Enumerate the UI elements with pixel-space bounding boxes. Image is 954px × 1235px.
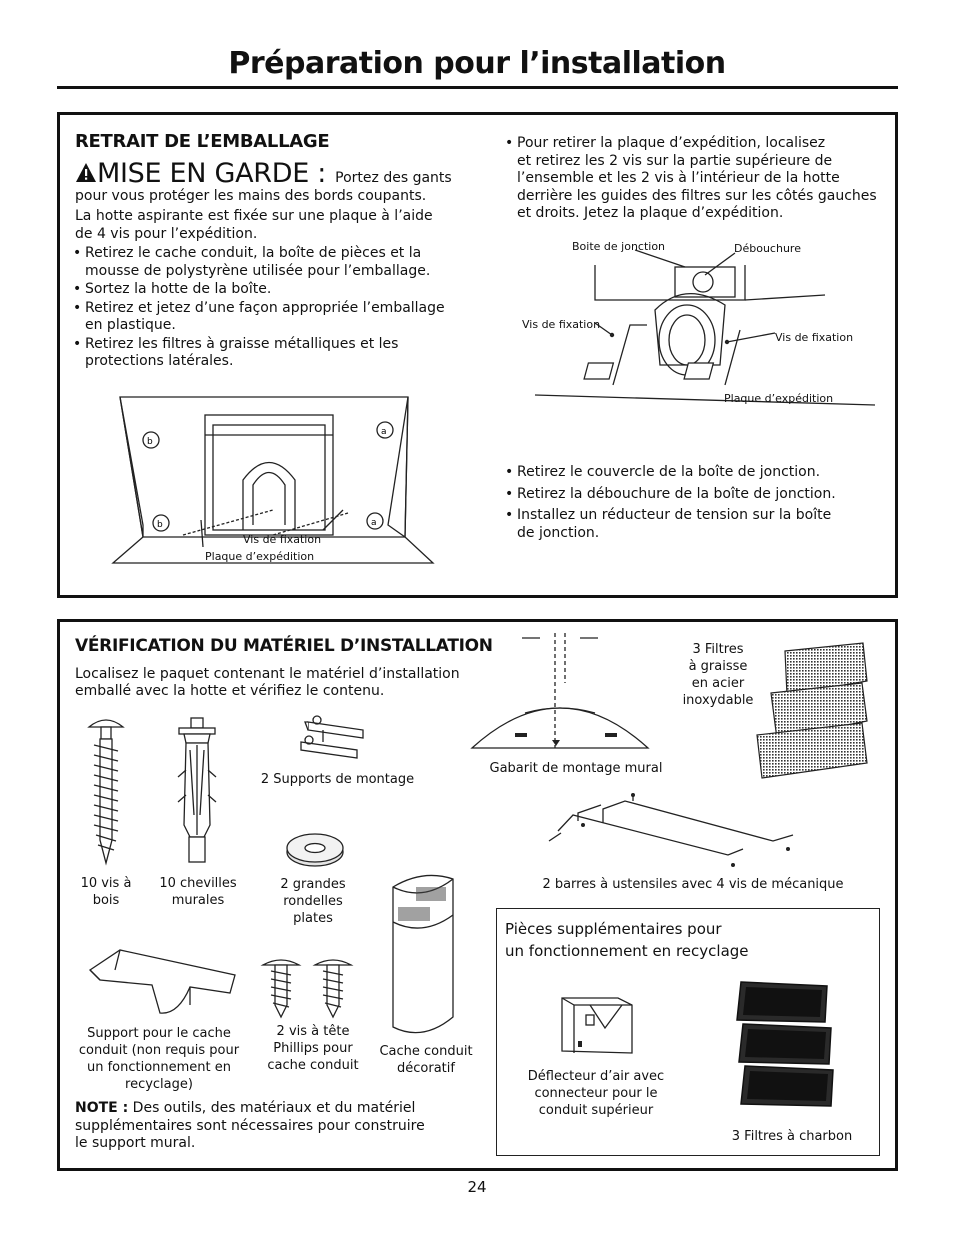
page-number: 24	[467, 1178, 487, 1196]
recirculation-title: Pièces supplémentaires pour un fonctionnement en recyclage	[505, 920, 749, 960]
unpacking-heading: RETRAIT DE L’EMBALLAGE	[75, 131, 330, 152]
label-fixing-screws: Vis de fixation	[243, 533, 322, 546]
air-deflector-illustration	[560, 993, 640, 1055]
note-line-1: Des outils, des matériaux et du matériel	[132, 1100, 416, 1116]
charcoal-filter-3	[741, 1066, 833, 1106]
label-screw-right: Vis de fixation	[775, 331, 854, 344]
shipping-plate-instructions	[505, 135, 890, 224]
hardware-note	[75, 1100, 495, 1153]
label-mounting-brackets: 2 Supports de montage	[260, 772, 415, 787]
label-junction-box: Boite de jonction	[572, 240, 666, 253]
grease-filter-3	[757, 723, 867, 778]
warning-triangle-icon	[75, 162, 97, 188]
charcoal-filter-1	[737, 982, 827, 1022]
mounting-brackets-illustration	[293, 712, 373, 767]
duct-support-illustration	[80, 945, 240, 1025]
step-remove-knockout: • Retirez la débouchure de la boîte de jonction.	[505, 486, 890, 504]
label-wood-screws: 10 vis à bois	[80, 876, 132, 908]
grease-filters-illustration	[757, 643, 872, 778]
charcoal-filters-illustration	[735, 980, 835, 1110]
title-divider	[57, 86, 898, 89]
step-remove-shipping-plate: • Pour retirer la plaque d’expédition, localisez et retirez les 2 vis sur la partie supérieure de l’ensemble et les 2 vis à l’intérieur de la hotte derrière les guides des filtres sur les côtés gauches et droits. Jetez la plaque d’expédition.	[505, 135, 890, 223]
svg-text:a: a	[371, 518, 377, 528]
label-air-deflector: Déflecteur d’air avec connecteur pour le conduit supérieur	[527, 1069, 665, 1118]
charcoal-filter-2	[739, 1024, 831, 1064]
label-shipping-plate-detail: Plaque d’expédition	[724, 392, 834, 405]
label-duct-cover: Cache conduit décoratif	[379, 1044, 473, 1076]
mounting-template-illustration	[470, 628, 650, 753]
label-grease-filters: 3 Filtres à graisse en acier inoxydable	[682, 642, 754, 708]
washer-illustration	[285, 830, 345, 870]
step-remove-hood: • Sortez la hotte de la boîte.	[73, 281, 493, 299]
label-wall-anchors: 10 chevilles murales	[159, 876, 237, 908]
phillips-screws-illustration	[261, 955, 361, 1020]
label-duct-support: Support pour le cache conduit (non requis pour un fonctionnement en recyclage)	[78, 1026, 240, 1092]
note-line-2: supplémentaires sont nécessaires pour construire	[75, 1117, 425, 1134]
label-screw-left: Vis de fixation	[522, 318, 601, 331]
hardware-intro-2: emballé avec la hotte et vérifiez le contenu.	[75, 683, 385, 699]
caution-word: MISE EN GARDE :	[97, 158, 327, 189]
label-utensil-bars: 2 barres à ustensiles avec 4 vis de mécanique	[542, 877, 844, 892]
svg-text:b: b	[147, 437, 153, 447]
junction-box-steps	[505, 464, 890, 543]
page-title: Préparation pour l’installation	[228, 46, 726, 81]
step-remove-plastic: • Retirez et jetez d’une façon appropriée l’emballage en plastique.	[73, 300, 493, 335]
utensil-bars-illustration	[543, 793, 813, 873]
label-washers: 2 grandes rondelles plates	[280, 877, 346, 926]
intro-line-2: de 4 vis pour l’expédition.	[75, 226, 258, 242]
unpacking-steps	[73, 245, 493, 372]
note-label: NOTE :	[75, 1100, 129, 1116]
step-remove-cover: • Retirez le couvercle de la boîte de jonction.	[505, 464, 890, 482]
label-knockout: Débouchure	[734, 242, 801, 255]
label-mounting-template: Gabarit de montage mural	[489, 761, 663, 776]
wood-screw-illustration	[86, 715, 126, 865]
duct-cover-illustration	[388, 867, 458, 1037]
caution-text: Portez des gants	[335, 170, 452, 186]
hardware-intro-1: Localisez le paquet contenant le matériel d’installation	[75, 666, 460, 682]
caution-text-2: pour vous protéger les mains des bords coupants.	[75, 188, 427, 204]
intro-line-1: La hotte aspirante est fixée sur une plaque à l’aide	[75, 208, 433, 224]
svg-text:b: b	[157, 520, 163, 530]
label-shipping-plate: Plaque d’expédition	[205, 550, 315, 563]
label-charcoal-filters: 3 Filtres à charbon	[731, 1129, 853, 1144]
hardware-heading: VÉRIFICATION DU MATÉRIEL D’INSTALLATION	[75, 636, 493, 656]
note-line-3: le support mural.	[75, 1135, 196, 1151]
step-remove-filters: • Retirez les filtres à graisse métalliques et les protections latérales.	[73, 336, 493, 371]
caution-line	[75, 158, 452, 189]
step-remove-packaging: • Retirez le cache conduit, la boîte de pièces et la mousse de polystyrène utilisée pour l’emballage.	[73, 245, 493, 280]
step-install-strain-relief: • Installez un réducteur de tension sur la boîte de jonction.	[505, 507, 890, 542]
wall-anchor-illustration	[172, 715, 222, 865]
svg-text:a: a	[381, 427, 387, 437]
label-phillips-screws: 2 vis à tête Phillips pour cache conduit	[267, 1024, 359, 1073]
